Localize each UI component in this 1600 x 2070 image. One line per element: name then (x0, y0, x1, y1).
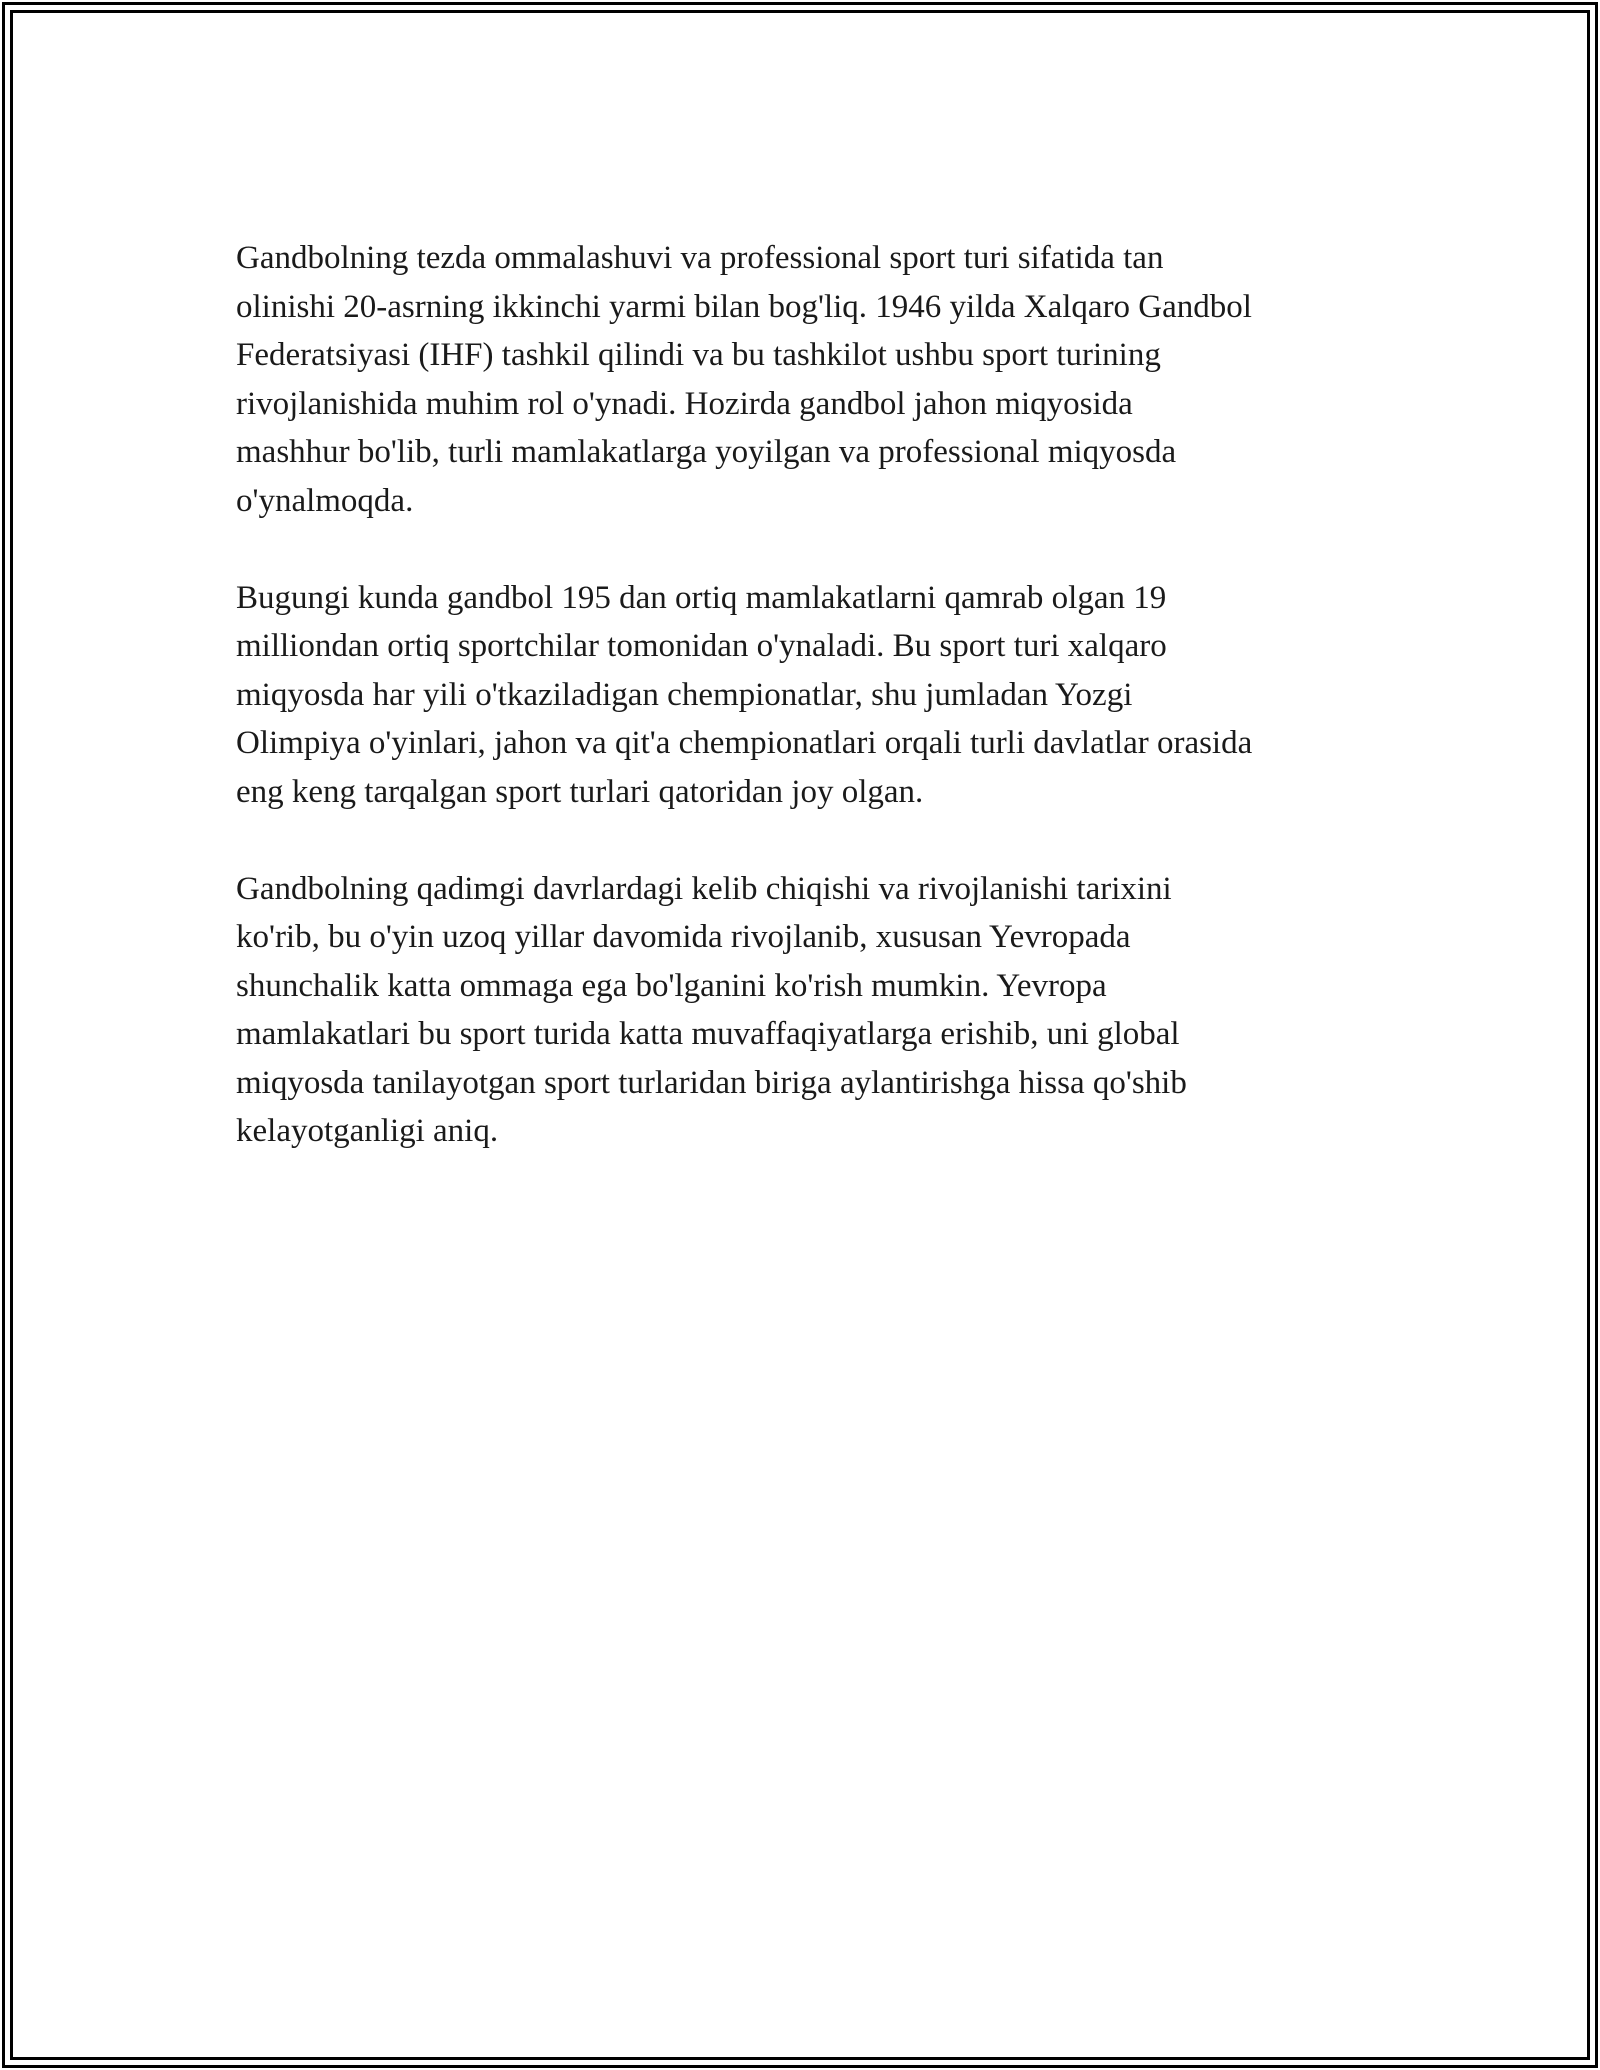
text-line: Federatsiyasi (IHF) tashkil qilindi va bu tashkilot ushbu sport turining (236, 337, 1161, 373)
text-line: Gandbolning qadimgi davrlardagi kelib chiqishi va rivojlanishi tarixini (236, 870, 1172, 907)
paragraph-1 (236, 234, 1376, 525)
text-line: ko'rib, bu o'yin uzoq yillar davomida rivojlanib, xususan Yevropada (236, 919, 1131, 955)
text-line: mamlakatlari bu sport turida katta muvaffaqiyatlarga erishib, uni global (236, 1016, 1180, 1052)
document-body (236, 234, 1376, 1204)
text-line: shunchalik katta ommaga ega bo'lganini ko'rish mumkin. Yevropa (236, 967, 1107, 1004)
paragraph-3 (236, 865, 1376, 1156)
text-line: Gandbolning tezda ommalashuvi va professional sport turi sifatida tan (236, 240, 1164, 276)
text-line: mashhur bo'lib, turli mamlakatlarga yoyilgan va professional miqyosda (236, 434, 1177, 470)
text-line: miqyosda har yili o'tkaziladigan chempionatlar, shu jumladan Yozgi (236, 676, 1133, 713)
text-line: kelayotganligi aniq. (236, 1113, 499, 1149)
text-line: eng keng tarqalgan sport turlari qatoridan joy olgan. (236, 773, 924, 810)
text-line: milliondan ortiq sportchilar tomonidan o'ynaladi. Bu sport turi xalqaro (236, 628, 1167, 664)
text-line: o'ynalmoqda. (236, 482, 414, 519)
text-line: Olimpiya o'yinlari, jahon va qit'a chempionatlari orqali turli davlatlar orasida (236, 725, 1253, 761)
text-line: miqyosda tanilayotgan sport turlaridan biriga aylantirishga hissa qo'shib (236, 1064, 1187, 1101)
text-line: Bugungi kunda gandbol 195 dan ortiq mamlakatlarni qamrab olgan 19 (236, 579, 1167, 616)
paragraph-2 (236, 574, 1376, 817)
text-line: rivojlanishida muhim rol o'ynadi. Hozirda gandbol jahon miqyosida (236, 385, 1133, 422)
text-line: olinishi 20-asrning ikkinchi yarmi bilan bog'liq. 1946 yilda Xalqaro Gandbol (236, 288, 1252, 325)
